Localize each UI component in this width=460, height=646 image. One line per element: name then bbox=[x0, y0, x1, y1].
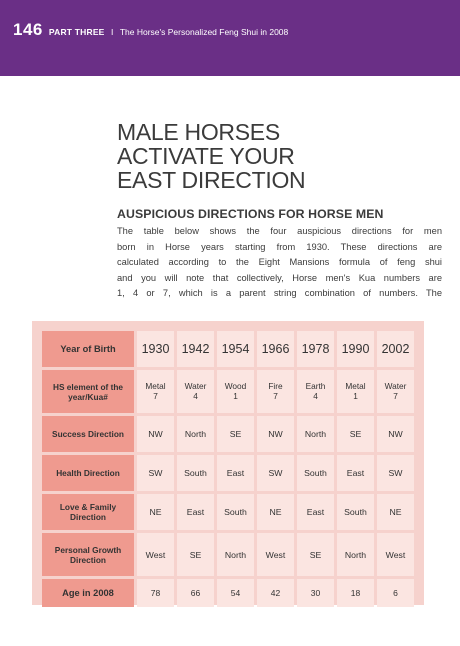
element-name: Fire bbox=[268, 381, 283, 391]
body-line: born in Horse years starting from 1930. These directions are bbox=[117, 241, 442, 252]
element-name: Metal bbox=[145, 381, 166, 391]
table-cell: SE bbox=[337, 416, 374, 452]
section-heading: AUSPICIOUS DIRECTIONS FOR HORSE MEN bbox=[117, 207, 384, 221]
section-separator: I bbox=[111, 27, 114, 37]
table-cell: North bbox=[217, 533, 254, 576]
row-header: Age in 2008 bbox=[42, 579, 134, 607]
table-cell: SW bbox=[137, 455, 174, 491]
table-cell: 1978 bbox=[297, 331, 334, 367]
table-cell: East bbox=[177, 494, 214, 530]
table-cell: NW bbox=[257, 416, 294, 452]
chapter-title-line: ACTIVATE YOUR bbox=[117, 143, 295, 169]
section-label: PART THREE bbox=[48, 27, 105, 37]
table-cell: West bbox=[137, 533, 174, 576]
table-cell: 1954 bbox=[217, 331, 254, 367]
kua-number: 7 bbox=[153, 390, 158, 401]
row-header: Year of Birth bbox=[42, 331, 134, 367]
row-header: Success Direction bbox=[42, 416, 134, 452]
table-cell: North bbox=[297, 416, 334, 452]
table-cell bbox=[137, 370, 174, 413]
table-cell bbox=[297, 370, 334, 413]
table-cell: 1942 bbox=[177, 331, 214, 367]
table-cell: South bbox=[177, 455, 214, 491]
table-cell: South bbox=[337, 494, 374, 530]
table-cell: East bbox=[217, 455, 254, 491]
table-cell: SE bbox=[217, 416, 254, 452]
section-subtitle: The Horse's Personalized Feng Shui in 2008 bbox=[119, 27, 289, 37]
table-cell bbox=[177, 370, 214, 413]
element-name: Earth bbox=[305, 381, 326, 391]
table-cell: 1930 bbox=[137, 331, 174, 367]
table-cell: SW bbox=[257, 455, 294, 491]
page-number: 146 bbox=[13, 20, 43, 39]
table-cell: 2002 bbox=[377, 331, 414, 367]
running-header bbox=[13, 20, 288, 40]
row-health-direction bbox=[42, 455, 414, 491]
element-name: Metal bbox=[345, 381, 366, 391]
table-cell: NE bbox=[377, 494, 414, 530]
kua-number: 7 bbox=[393, 390, 398, 401]
row-header: Love & Family Direction bbox=[42, 494, 134, 530]
directions-table bbox=[39, 328, 417, 610]
table-cell: 18 bbox=[337, 579, 374, 607]
row-love-family-direction bbox=[42, 494, 414, 530]
body-line: The table below shows the four auspicious directions for men bbox=[117, 226, 442, 236]
element-name: Water bbox=[384, 381, 407, 391]
table-cell: SW bbox=[377, 455, 414, 491]
table-cell: 1990 bbox=[337, 331, 374, 367]
table-cell: North bbox=[337, 533, 374, 576]
table-cell: North bbox=[177, 416, 214, 452]
table-cell: West bbox=[257, 533, 294, 576]
row-header: HS element of the year/Kua# bbox=[42, 370, 134, 413]
chapter-title-line: MALE HORSES bbox=[117, 119, 280, 145]
table-cell: NW bbox=[377, 416, 414, 452]
table-cell: SE bbox=[177, 533, 214, 576]
row-age-in-2008 bbox=[42, 579, 414, 607]
kua-number: 4 bbox=[193, 390, 198, 401]
table-cell: South bbox=[297, 455, 334, 491]
element-name: Wood bbox=[224, 381, 247, 391]
table-cell: 6 bbox=[377, 579, 414, 607]
chapter-title-line: EAST DIRECTION bbox=[117, 167, 306, 193]
row-element-kua bbox=[42, 370, 414, 413]
row-header: Personal Growth Direction bbox=[42, 533, 134, 576]
kua-number: 7 bbox=[273, 390, 278, 401]
row-header: Health Direction bbox=[42, 455, 134, 491]
kua-number: 4 bbox=[313, 390, 318, 401]
body-line: calculated according to the Eight Mansions formula of feng shui bbox=[117, 257, 442, 268]
table-cell: West bbox=[377, 533, 414, 576]
table-cell: 30 bbox=[297, 579, 334, 607]
body-paragraph bbox=[117, 224, 442, 302]
table-cell bbox=[337, 370, 374, 413]
table-cell: East bbox=[297, 494, 334, 530]
body-line: 1, 4 or 7, which is a parent string combination of numbers. The bbox=[117, 288, 442, 299]
table-cell bbox=[217, 370, 254, 413]
row-success-direction bbox=[42, 416, 414, 452]
header-band bbox=[0, 0, 460, 76]
table-cell: 42 bbox=[257, 579, 294, 607]
body-line: and you will note that collectively, Horse men's Kua numbers are bbox=[117, 272, 442, 283]
table-cell: 54 bbox=[217, 579, 254, 607]
table-cell: South bbox=[217, 494, 254, 530]
table-cell: SE bbox=[297, 533, 334, 576]
kua-number: 1 bbox=[353, 390, 358, 401]
table-cell: 1966 bbox=[257, 331, 294, 367]
table-cell: 78 bbox=[137, 579, 174, 607]
element-name: Water bbox=[184, 381, 207, 391]
table-cell bbox=[257, 370, 294, 413]
row-personal-growth-direction bbox=[42, 533, 414, 576]
directions-table-panel bbox=[32, 321, 424, 605]
table-cell: NW bbox=[137, 416, 174, 452]
chapter-title bbox=[117, 120, 305, 192]
table-cell: NE bbox=[137, 494, 174, 530]
table-cell bbox=[377, 370, 414, 413]
table-cell: East bbox=[337, 455, 374, 491]
kua-number: 1 bbox=[233, 390, 238, 401]
table-cell: 66 bbox=[177, 579, 214, 607]
row-year-of-birth bbox=[42, 331, 414, 367]
table-cell: NE bbox=[257, 494, 294, 530]
